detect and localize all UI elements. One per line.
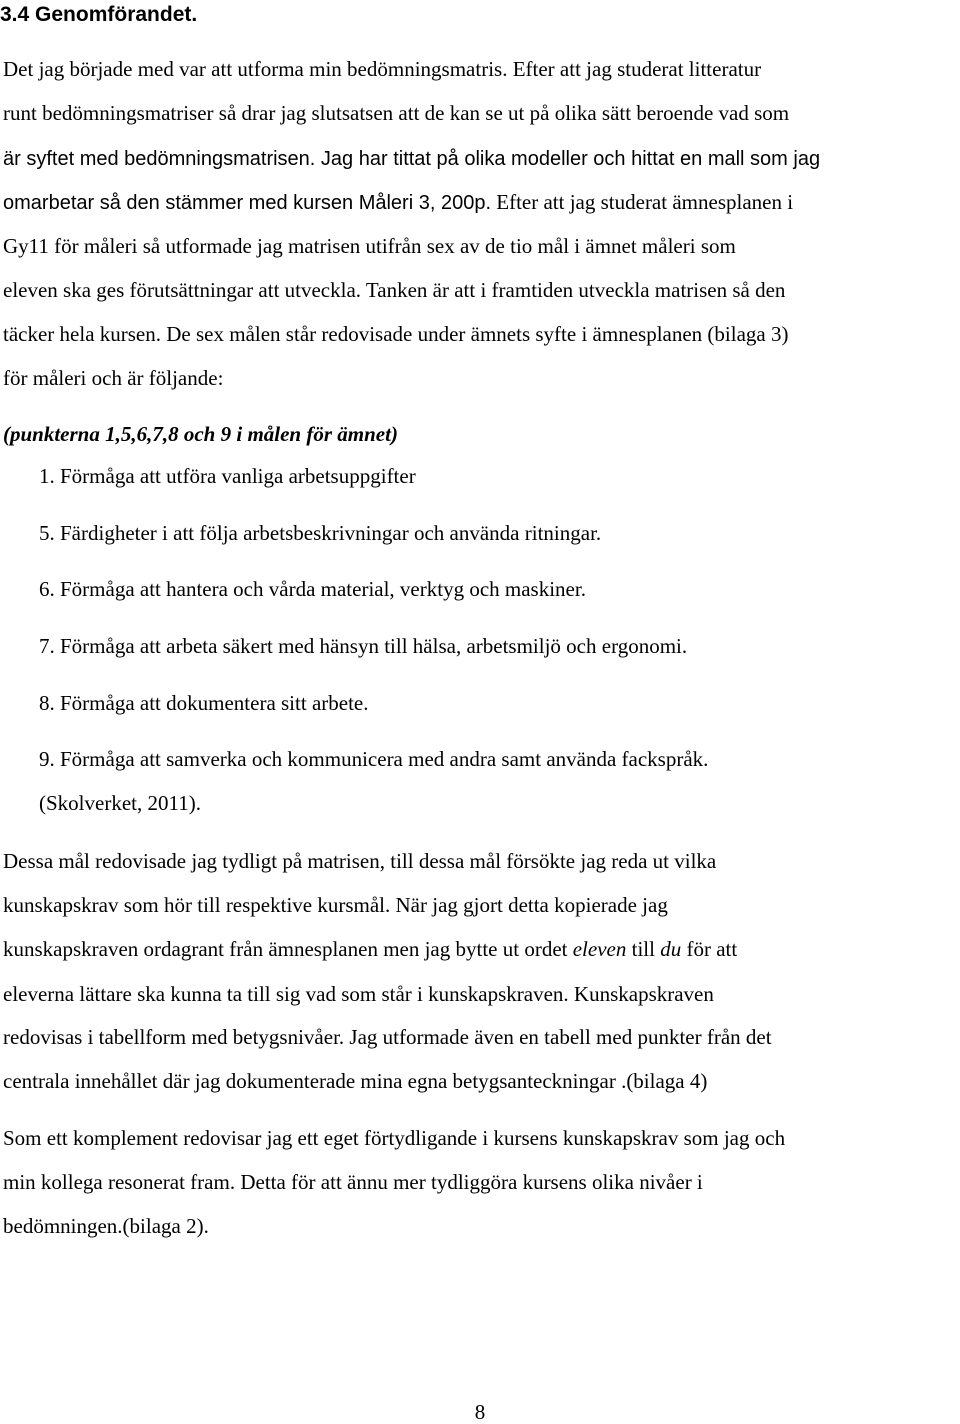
page-number: 8: [474, 1400, 486, 1424]
paragraph-2-line-3-text-b: till: [626, 937, 661, 961]
paragraph-2-line-4: eleverna lättare ska kunna ta till sig vad som står i kunskapskraven. Kunskapskraven: [3, 982, 714, 1006]
paragraph-1-line-2: runt bedömningsmatriser så drar jag slutsatsen att de kan se ut på olika sätt beroende vad som: [3, 101, 790, 125]
paragraph-1-line-3-part-a: är syftet med bedömningsmatrisen.: [3, 148, 316, 170]
paragraph-2-line-6: centrala innehållet där jag dokumenterade mina egna betygsanteckningar .(bilaga 4): [3, 1069, 708, 1093]
paragraph-1-line-4-part-a: omarbetar så den stämmer med kursen Måleri 3, 200p.: [3, 192, 491, 214]
goal-item: 7. Förmåga att arbeta säkert med hänsyn till hälsa, arbetsmiljö och ergonomi.: [39, 634, 688, 658]
paragraph-2-line-3-text-a: kunskapskraven ordagrant från ämnesplanen men jag bytte ut ordet: [3, 937, 573, 961]
paragraph-1-line-4-part-b: Efter att jag studerat ämnesplanen i: [491, 190, 794, 214]
goal-item: 5. Färdigheter i att följa arbetsbeskrivningar och använda ritningar.: [39, 521, 602, 545]
paragraph-2-line-3: [3, 936, 737, 962]
paragraph-1-line-5: Gy11 för måleri så utformade jag matrisen utifrån sex av de tio mål i ämnet måleri som: [3, 234, 736, 258]
goal-item: 1. Förmåga att utföra vanliga arbetsuppgifter: [39, 464, 416, 488]
goal-item: 9. Förmåga att samverka och kommunicera med andra samt använda fackspråk.: [39, 747, 709, 771]
paragraph-2-line-3-text-c: för att: [681, 937, 738, 961]
goal-item: 6. Förmåga att hantera och vårda material, verktyg och maskiner.: [39, 577, 586, 601]
goal-item: 8. Förmåga att dokumentera sitt arbete.: [39, 691, 369, 715]
paragraph-3-line-2: min kollega resonerat fram. Detta för att ännu mer tydliggöra kursens olika nivåer i: [3, 1170, 703, 1194]
paragraph-1-line-8: för måleri och är följande:: [3, 366, 224, 390]
paragraph-2-line-5: redovisas i tabellform med betygsnivåer. Jag utformade även en tabell med punkter från det: [3, 1025, 772, 1049]
paragraph-1-line-3-part-b: Jag har tittat på olika modeller och hittat en mall som jag: [315, 148, 821, 170]
paragraph-1-line-1: Det jag började med var att utforma min bedömningsmatris. Efter att jag studerat litteratur: [3, 57, 762, 81]
section-heading: 3.4 Genomförandet.: [0, 3, 198, 26]
paragraph-2-line-1: Dessa mål redovisade jag tydligt på matrisen, till dessa mål försökte jag reda ut vilka: [3, 849, 717, 873]
paragraph-3-line-1: Som ett komplement redovisar jag ett eget förtydligande i kursens kunskapskrav som jag och: [3, 1126, 786, 1150]
paragraph-1-line-7: [3, 321, 788, 347]
paragraph-1-line-7-part-a: täcker hela kursen.: [3, 322, 162, 346]
paragraph-1-line-7-part-b: De sex målen står redovisade under ämnets syfte i ämnesplanen (bilaga 3): [161, 322, 789, 346]
paragraph-1-line-6: eleven ska ges förutsättningar att utveckla. Tanken är att i framtiden utveckla matrisen så den: [3, 278, 786, 302]
emphasis-eleven: eleven: [572, 937, 627, 961]
goals-citation: (Skolverket, 2011).: [39, 791, 201, 815]
paragraph-2-line-2: kunskapskrav som hör till respektive kursmål. När jag gjort detta kopierade jag: [3, 893, 668, 917]
paragraph-1-line-3: [3, 145, 820, 172]
paragraph-3-line-3: bedömningen.(bilaga 2).: [3, 1214, 209, 1238]
emphasis-du: du: [660, 937, 682, 961]
paragraph-1-line-4: [3, 189, 793, 216]
goals-heading: (punkterna 1,5,6,7,8 och 9 i målen för ämnet): [3, 422, 398, 446]
